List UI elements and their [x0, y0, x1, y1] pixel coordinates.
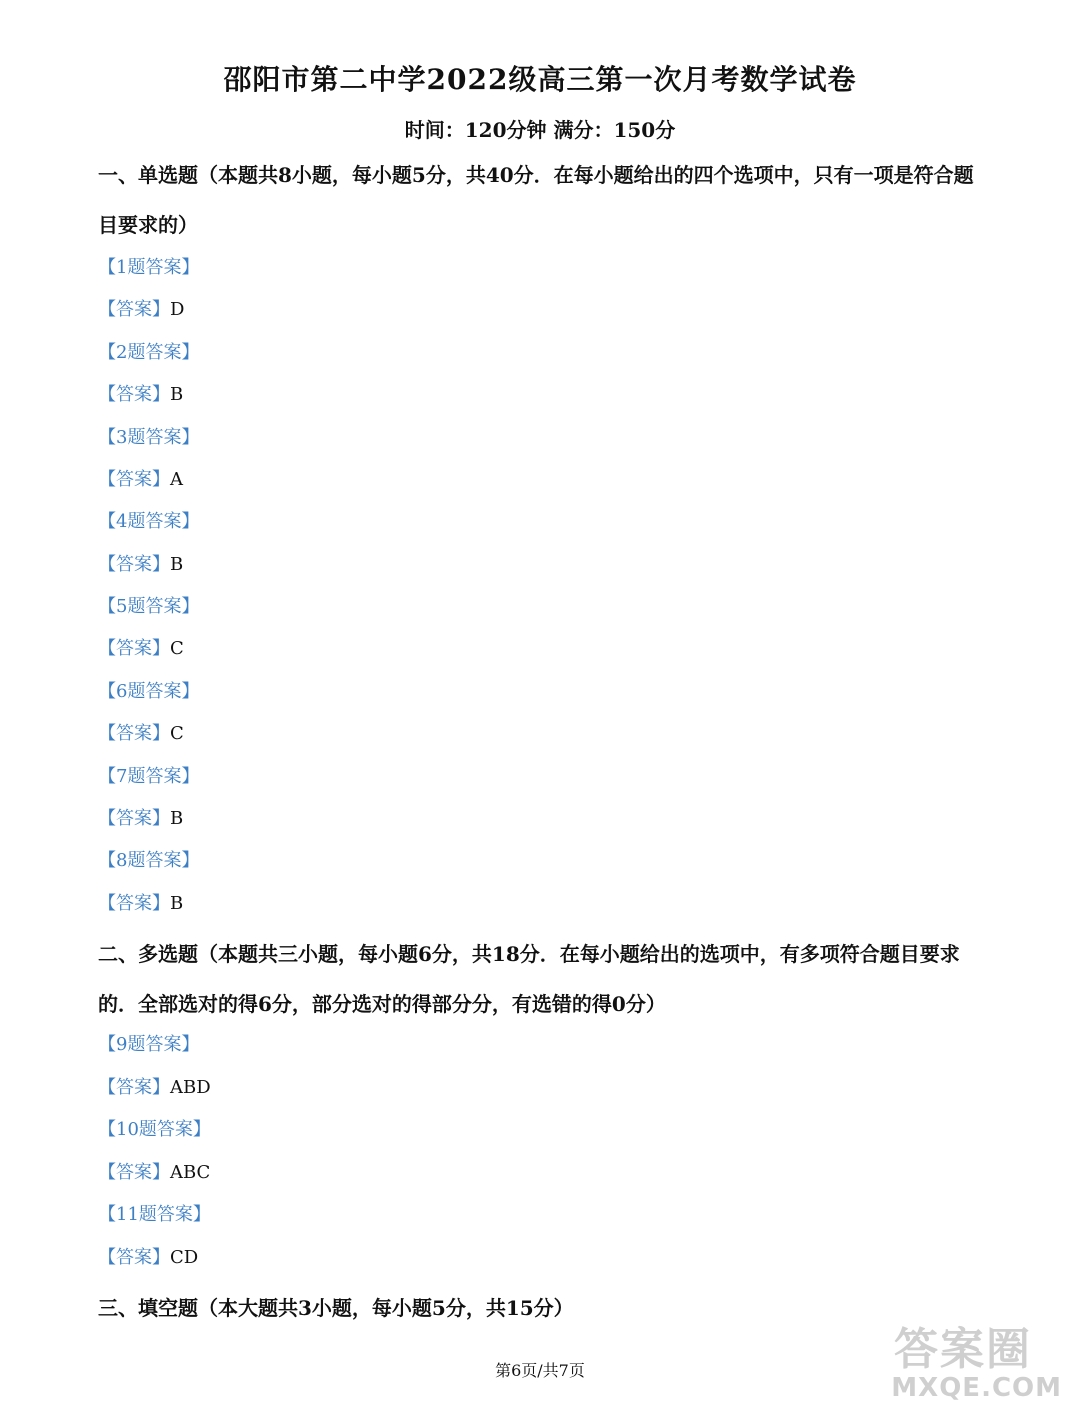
answer-value: B — [170, 384, 184, 405]
answer-label: 【答案】 — [98, 299, 170, 320]
answer-line — [98, 468, 183, 492]
question-heading: 【8题答案】 — [98, 850, 200, 871]
answer-value: B — [170, 808, 184, 829]
question-heading: 【5题答案】 — [98, 596, 200, 617]
answer-line — [98, 807, 183, 831]
answer-value: C — [170, 638, 184, 659]
answer-label: 【答案】 — [98, 554, 170, 575]
answer-line — [98, 553, 183, 577]
answer-value: B — [170, 554, 184, 575]
answer-line — [98, 383, 183, 407]
answer-value: C — [170, 723, 184, 744]
answer-line — [98, 298, 184, 322]
question-heading: 【11题答案】 — [98, 1204, 211, 1225]
section-heading-single-choice: 一、单选题（本题共8小题，每小题5分，共40分．在每小题给出的四个选项中，只有一项是符合题目要求的） — [98, 163, 974, 237]
answer-label: 【答案】 — [98, 384, 170, 405]
answer-value: ABC — [170, 1162, 211, 1183]
answer-value: D — [170, 299, 185, 320]
answer-label: 【答案】 — [98, 893, 170, 914]
watermark-logo — [882, 1313, 1062, 1403]
page-title: 邵阳市第二中学2022级高三第一次月考数学试卷 — [223, 63, 857, 96]
question-heading: 【4题答案】 — [98, 511, 200, 532]
answer-label: 【答案】 — [98, 1247, 170, 1268]
page-number: 第6页/共7页 — [495, 1361, 585, 1380]
answer-value: B — [170, 893, 184, 914]
question-heading: 【2题答案】 — [98, 342, 200, 363]
question-heading: 【3题答案】 — [98, 427, 200, 448]
answer-label: 【答案】 — [98, 723, 170, 744]
answer-value: A — [170, 469, 183, 490]
question-heading: 【7题答案】 — [98, 766, 200, 787]
exam-info: 时间：120分钟 满分：150分 — [404, 118, 676, 142]
watermark-text: 答案圈 — [894, 1324, 1032, 1375]
answer-label: 【答案】 — [98, 808, 170, 829]
question-heading: 【6题答案】 — [98, 681, 200, 702]
answer-label: 【答案】 — [98, 1162, 170, 1183]
question-heading: 【9题答案】 — [98, 1034, 200, 1055]
answer-line — [98, 722, 184, 746]
answer-label: 【答案】 — [98, 1077, 170, 1098]
answer-value: CD — [170, 1247, 199, 1268]
watermark-url: MXQE.COM — [891, 1373, 1062, 1403]
question-heading: 【10题答案】 — [98, 1119, 211, 1140]
answer-line — [98, 637, 184, 661]
answer-line — [98, 892, 183, 916]
answer-value: ABD — [170, 1077, 211, 1098]
answer-label: 【答案】 — [98, 469, 170, 490]
section-heading-multiple-choice: 二、多选题（本题共三小题，每小题6分，共18分．在每小题给出的选项中，有多项符合题目要求的．全部选对的得6分，部分选对的得部分分，有选错的得0分） — [98, 942, 960, 1016]
section-heading-fill-in: 三、填空题（本大题共3小题，每小题5分，共15分） — [98, 1296, 574, 1320]
answer-line — [98, 1076, 211, 1100]
answer-line — [98, 1246, 198, 1270]
question-heading: 【1题答案】 — [98, 257, 200, 278]
answer-line — [98, 1161, 210, 1185]
answer-label: 【答案】 — [98, 638, 170, 659]
